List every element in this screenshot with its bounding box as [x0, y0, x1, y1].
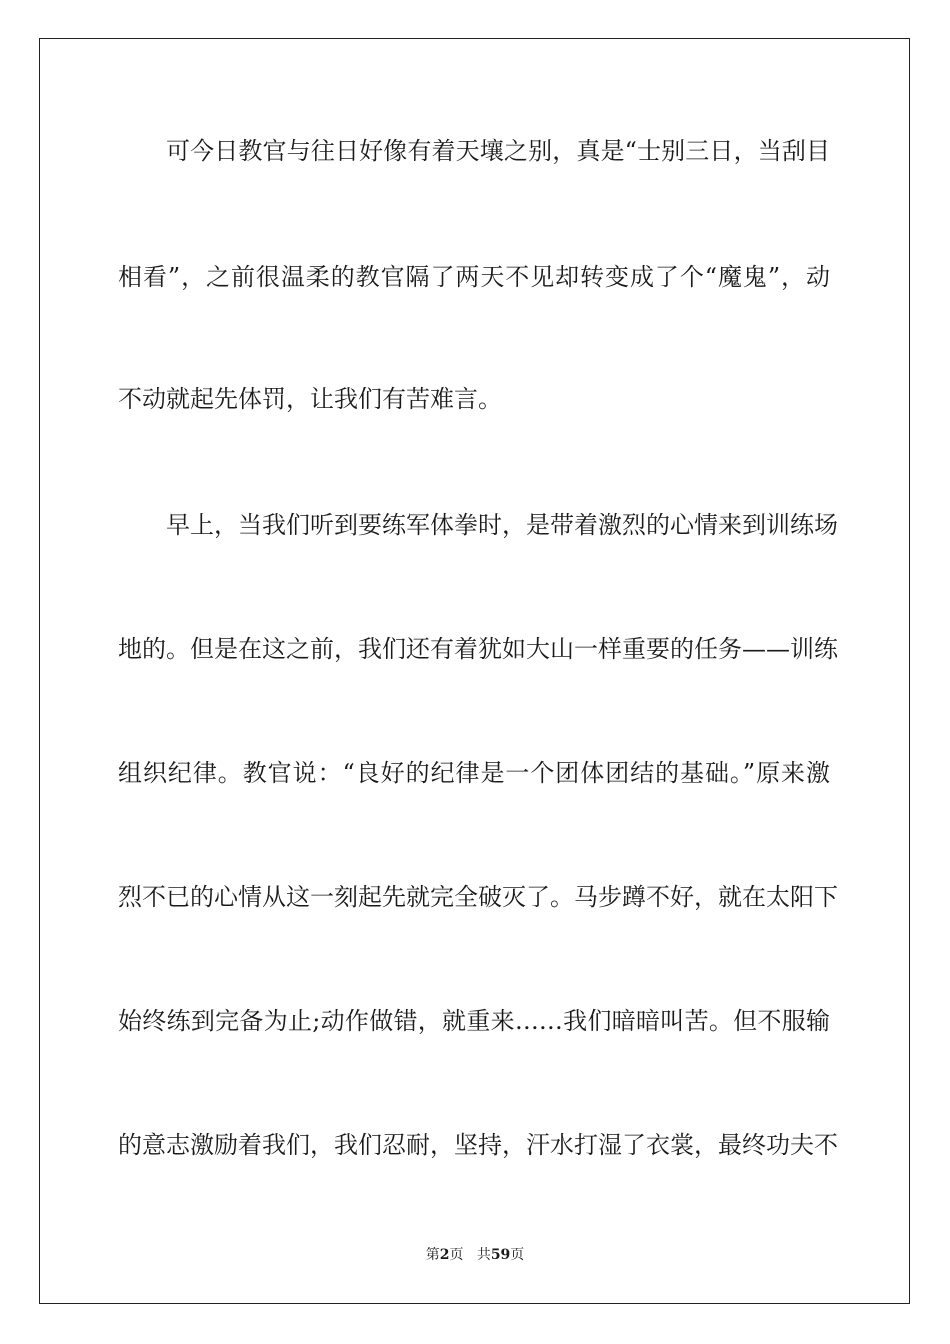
paragraph-line-4: 早上，当我们听到要练军体拳时，是带着激烈的心情来到训练场 — [166, 511, 838, 539]
paragraph-line-1: 可今日教官与往日好像有着天壤之别，真是“士别三日，当刮目 — [166, 137, 830, 165]
paragraph-line-3: 不动就起先体罚，让我们有苦难言。 — [118, 385, 502, 413]
page-footer — [0, 1246, 950, 1264]
paragraph-line-7: 烈不已的心情从这一刻起先就完全破灭了。马步蹲不好，就在太阳下 — [118, 883, 838, 911]
total-pages: 59 — [490, 1247, 511, 1263]
page-number: 2 — [439, 1247, 450, 1263]
paragraph-line-8: 始终练到完备为止;动作做错，就重来……我们暗暗叫苦。但不服输 — [118, 1007, 830, 1035]
page-prefix: 第 — [425, 1247, 440, 1263]
paragraph-line-2: 相看”，之前很温柔的教官隔了两天不见却转变成了个“魔鬼”，动 — [118, 263, 830, 291]
total-suffix: 页 — [510, 1247, 525, 1263]
paragraph-line-5: 地的。但是在这之前，我们还有着犹如大山一样重要的任务——训练 — [118, 635, 838, 663]
page-suffix: 页 — [449, 1247, 464, 1263]
total-prefix: 共 — [476, 1247, 491, 1263]
paragraph-line-6: 组织纪律。教官说：“良好的纪律是一个团体团结的基础。”原来激 — [118, 759, 830, 787]
paragraph-line-9: 的意志激励着我们，我们忍耐，坚持，汗水打湿了衣裳，最终功夫不 — [118, 1131, 838, 1159]
page-border — [39, 38, 910, 1304]
